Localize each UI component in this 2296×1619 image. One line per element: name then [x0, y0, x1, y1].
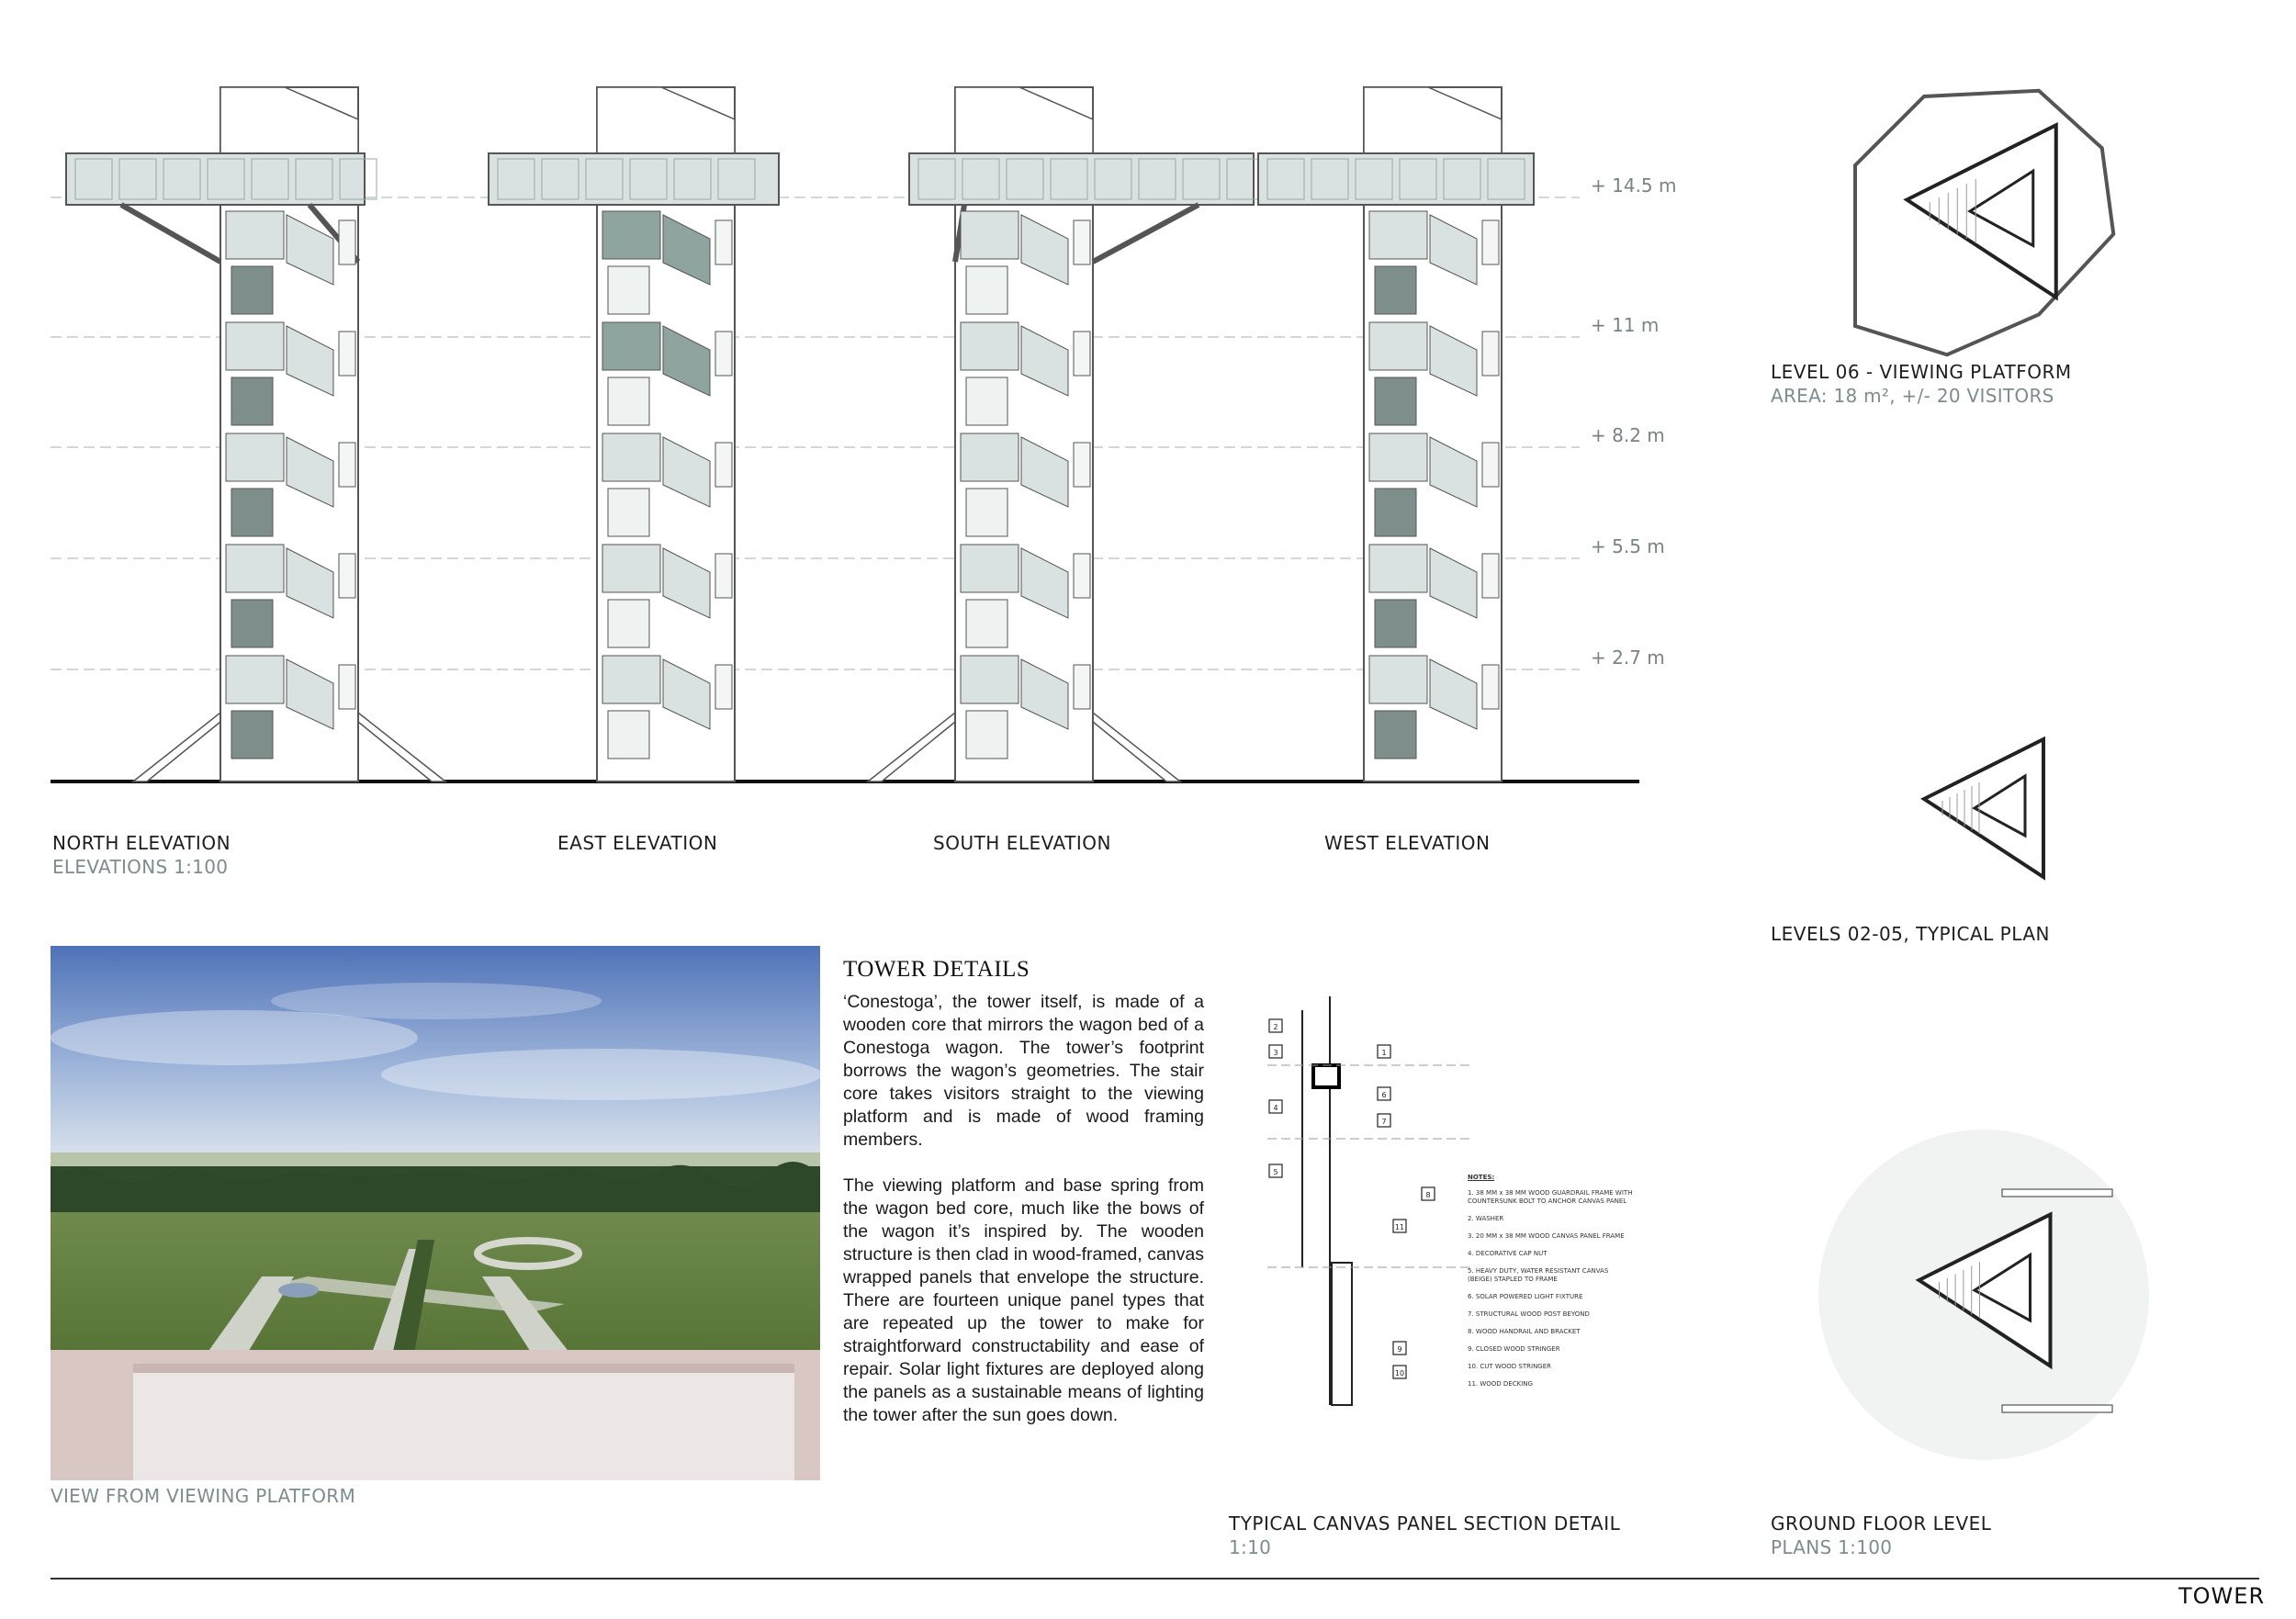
window-panel	[608, 489, 649, 536]
side-panel	[1482, 220, 1499, 264]
ground-plan-bench	[2002, 1189, 2112, 1197]
base-strut	[1093, 713, 1180, 781]
callout-tag: 9	[1397, 1345, 1402, 1354]
window-panel	[231, 266, 273, 314]
canvas-panel	[602, 545, 660, 592]
section-note: 10. CUT WOOD STRINGER	[1468, 1363, 1552, 1370]
north-elevation-tower	[66, 87, 445, 781]
level-label-2-7: + 2.7 m	[1591, 646, 1665, 669]
window-panel	[231, 600, 273, 647]
section-detail-title: TYPICAL CANVAS PANEL SECTION DETAIL	[1229, 1512, 1621, 1535]
side-panel	[715, 332, 732, 376]
platform-bracket	[121, 205, 220, 262]
canvas-panel	[961, 433, 1019, 481]
tower-details-heading: TOWER DETAILS	[843, 957, 1030, 982]
base-strut	[133, 713, 220, 781]
canvas-panel	[961, 656, 1019, 703]
section-notes-list	[1468, 1189, 1633, 1389]
window-panel	[966, 266, 1007, 314]
tower-details-body	[843, 991, 1204, 1427]
section-note: 2. WASHER	[1468, 1215, 1504, 1222]
side-panel	[1074, 665, 1090, 709]
canvas-panel	[602, 656, 660, 703]
window-panel	[1375, 377, 1416, 425]
level06-plan-area: AREA: 18 m², +/- 20 VISITORS	[1771, 385, 2054, 407]
level-label-11: + 11 m	[1591, 314, 1660, 336]
canvas-panel	[1369, 656, 1427, 703]
canvas-panel	[961, 211, 1019, 259]
canvas-panel	[1369, 433, 1427, 481]
canvas-panel	[1369, 545, 1427, 592]
window-panel	[1375, 711, 1416, 759]
side-panel	[715, 554, 732, 598]
window-panel	[608, 266, 649, 314]
callout-tag: 4	[1273, 1104, 1278, 1112]
elevations-scale: ELEVATIONS 1:100	[52, 856, 229, 878]
section-note: 9. CLOSED WOOD STRINGER	[1468, 1345, 1560, 1353]
section-note: 7. STRUCTURAL WOOD POST BEYOND	[1468, 1310, 1590, 1318]
window-panel	[1375, 489, 1416, 536]
side-panel	[339, 665, 355, 709]
section-notes	[1468, 1174, 1633, 1398]
window-panel	[966, 600, 1007, 647]
canvas-panel	[602, 433, 660, 481]
callout-tag: 11	[1394, 1223, 1405, 1231]
callout-tag: 6	[1381, 1091, 1387, 1099]
platform-bracket	[1093, 205, 1199, 262]
side-panel	[339, 220, 355, 264]
section-note: 5. HEAVY DUTY, WATER RESISTANT CANVAS (BEIGE) STAPLED TO FRAME	[1468, 1267, 1609, 1283]
side-panel	[1482, 443, 1499, 487]
sheet-title: TOWER	[2178, 1583, 2266, 1609]
callout-tag: 7	[1381, 1118, 1387, 1126]
side-panel	[1074, 554, 1090, 598]
typical-plan-title: LEVELS 02-05, TYPICAL PLAN	[1771, 923, 2050, 945]
viewing-platform	[66, 153, 365, 205]
viewing-platform	[489, 153, 779, 205]
side-panel	[339, 332, 355, 376]
side-panel	[715, 443, 732, 487]
level-label-8-2: + 8.2 m	[1591, 424, 1665, 446]
canvas-panel	[961, 545, 1019, 592]
section-note: 3. 20 MM x 38 MM WOOD CANVAS PANEL FRAME	[1468, 1232, 1625, 1240]
section-note: 1. 38 MM x 38 MM WOOD GUARDRAIL FRAME WITH COUNTERSUNK BOLT TO ANCHOR CANVAS PANEL	[1468, 1189, 1633, 1205]
window-panel	[966, 711, 1007, 759]
north-elevation-caption: NORTH ELEVATION	[52, 832, 231, 854]
canvas-panel	[226, 545, 284, 592]
window-panel	[608, 377, 649, 425]
window-panel	[966, 489, 1007, 536]
side-panel	[339, 554, 355, 598]
canvas-panel	[226, 322, 284, 370]
south-elevation-tower	[868, 87, 1264, 781]
section-note: 4. DECORATIVE CAP NUT	[1468, 1250, 1548, 1257]
viewing-platform	[1258, 153, 1534, 205]
side-panel	[1074, 332, 1090, 376]
south-elevation-caption: SOUTH ELEVATION	[933, 832, 1111, 854]
callout-tag: 1	[1381, 1049, 1387, 1057]
canvas-panel	[602, 322, 660, 370]
window-panel	[1375, 266, 1416, 314]
east-elevation-tower	[489, 87, 779, 781]
side-panel	[1074, 443, 1090, 487]
window-panel	[1375, 600, 1416, 647]
section-note: 6. SOLAR POWERED LIGHT FIXTURE	[1468, 1293, 1583, 1300]
canvas-panel	[1369, 322, 1427, 370]
ground-plan-bench	[2002, 1405, 2112, 1412]
section-detail-scale: 1:10	[1229, 1536, 1272, 1558]
callout-tag: 10	[1394, 1369, 1405, 1377]
window-panel	[608, 711, 649, 759]
callout-tag: 8	[1425, 1191, 1431, 1199]
window-panel	[231, 711, 273, 759]
section-note: 11. WOOD DECKING	[1468, 1380, 1533, 1388]
side-panel	[1482, 332, 1499, 376]
canvas-panel	[602, 211, 660, 259]
side-panel	[1482, 554, 1499, 598]
tower-details-paragraph-1: ‘Conestoga’, the tower itself, is made of a wooden core that mirrors the wagon bed of a Conestoga wagon. The tower’s footprint borrows the wagon’s geometries. The stair core takes visitors straight to the viewing platform and is made of wood framing members.	[843, 992, 1204, 1150]
level06-plan	[1855, 91, 2113, 355]
ground-plan-title: GROUND FLOOR LEVEL	[1771, 1512, 1992, 1535]
canvas-panel	[1369, 211, 1427, 259]
window-panel	[231, 489, 273, 536]
level06-plan-title: LEVEL 06 - VIEWING PLATFORM	[1771, 361, 2072, 383]
canvas-panel	[226, 211, 284, 259]
canvas-panel	[226, 433, 284, 481]
callout-tag: 3	[1273, 1049, 1278, 1057]
side-panel	[715, 665, 732, 709]
level-label-14-5: + 14.5 m	[1591, 174, 1677, 197]
stringer	[1332, 1263, 1352, 1405]
canvas-panel	[961, 322, 1019, 370]
tower-details-paragraph-2: The viewing platform and base spring from the wagon bed core, much like the bows of the wagon it’s inspired by. The wooden structure is then clad in wood-framed, canvas wrapped panels that envelope the structure. There are fourteen unique panel types that are repeated up the tower to make for straightforward constructability and ease of repair. Solar light fixtures are deployed along the panels as a sustainable means of lighting the tower after the sun goes down.	[843, 1175, 1204, 1425]
photo-caption: VIEW FROM VIEWING PLATFORM	[51, 1485, 356, 1507]
window-panel	[966, 377, 1007, 425]
side-panel	[339, 443, 355, 487]
canvas-panel	[226, 656, 284, 703]
plans-scale: PLANS 1:100	[1771, 1536, 1893, 1558]
side-panel	[1074, 220, 1090, 264]
callout-tag: 5	[1273, 1168, 1278, 1176]
callout-tag: 2	[1273, 1023, 1278, 1031]
viewing-platform	[909, 153, 1254, 205]
side-panel	[1482, 665, 1499, 709]
west-elevation-caption: WEST ELEVATION	[1324, 832, 1491, 854]
level-label-5-5: + 5.5 m	[1591, 535, 1665, 557]
section-note: 8. WOOD HANDRAIL AND BRACKET	[1468, 1328, 1581, 1335]
view-render-image	[51, 946, 820, 1480]
window-panel	[231, 377, 273, 425]
side-panel	[715, 220, 732, 264]
section-notes-heading: NOTES:	[1468, 1174, 1495, 1181]
footer-rule	[51, 1578, 2259, 1580]
east-elevation-caption: EAST ELEVATION	[557, 832, 718, 854]
window-panel	[608, 600, 649, 647]
base-strut	[868, 713, 955, 781]
west-elevation-tower	[1258, 87, 1534, 781]
guardrail-frame	[1313, 1065, 1339, 1087]
base-strut	[358, 713, 445, 781]
typical-plan	[1924, 739, 2043, 877]
